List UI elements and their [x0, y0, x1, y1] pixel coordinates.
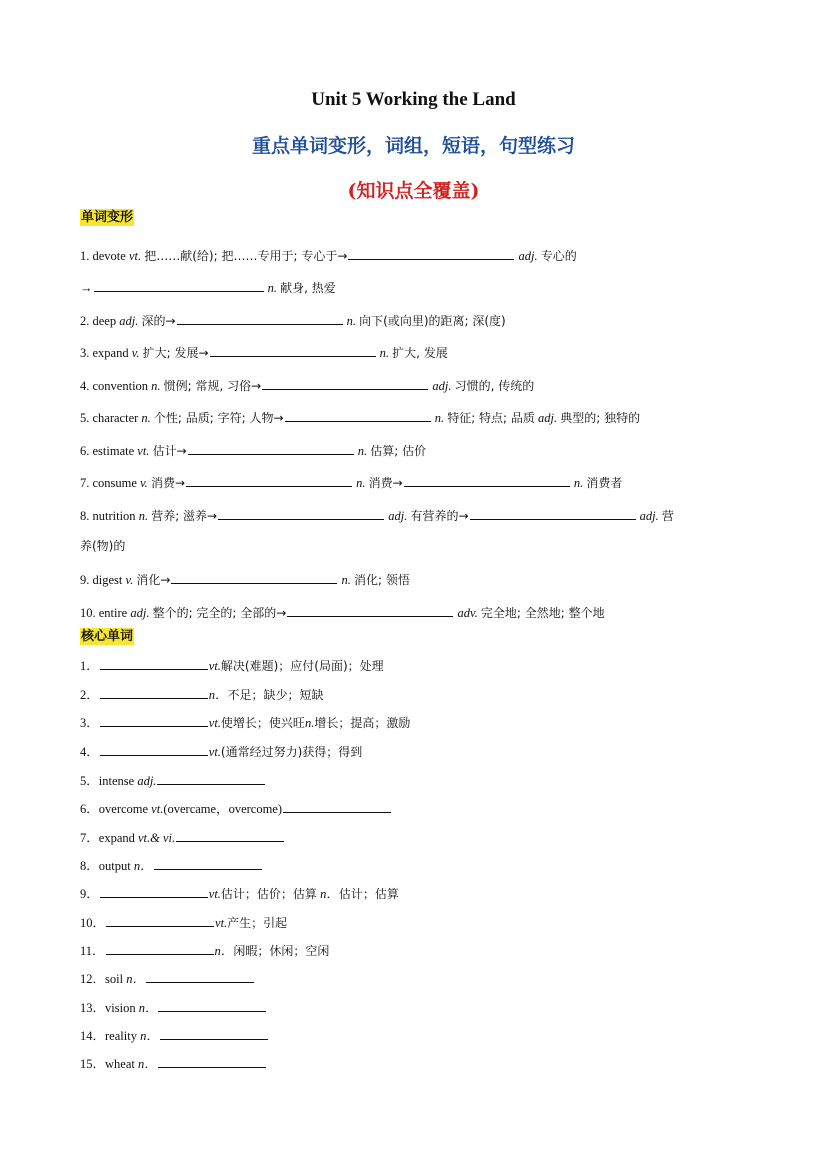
answer-blank[interactable] [210, 342, 376, 357]
list-item: 3. expand v. 扩大; 发展→ n. 扩大, 发展 [80, 342, 448, 362]
answer-blank[interactable] [470, 505, 636, 520]
list-item: 8. nutrition n. 营养; 滋养→ adj. 有营养的→ adj. 营 [80, 505, 674, 525]
answer-blank[interactable] [348, 245, 514, 260]
answer-blank[interactable] [171, 569, 337, 584]
list-item: 2. deep adj. 深的→ n. 向下(或向里)的距离; 深(度) [80, 310, 506, 330]
answer-blank[interactable] [186, 472, 352, 487]
answer-blank[interactable] [283, 798, 391, 813]
list-item: 7. consume v. 消费→ n. 消费→ n. 消费者 [80, 472, 622, 492]
answer-blank[interactable] [158, 1053, 266, 1068]
answer-blank[interactable] [160, 1025, 268, 1040]
answer-blank[interactable] [262, 375, 428, 390]
list-item: → n. 献身, 热爱 [80, 277, 336, 297]
list-item-continuation: 养(物)的 [80, 539, 126, 553]
list-item: 5．intense adj. [80, 770, 266, 790]
answer-blank[interactable] [94, 277, 264, 292]
list-item: 14．reality n． [80, 1025, 269, 1045]
answer-blank[interactable] [287, 602, 453, 617]
list-item: 9． vt.估计；估价；估算 n．估计；估算 [80, 883, 399, 903]
answer-blank[interactable] [188, 440, 354, 455]
answer-blank[interactable] [176, 827, 284, 842]
list-item: 13．vision n． [80, 997, 267, 1017]
answer-blank[interactable] [154, 855, 262, 870]
list-item: 1． vt.解决(难题)；应付(局面)；处理 [80, 655, 384, 675]
page-subtitle: 重点单词变形，词组，短语，句型练习 [251, 135, 575, 157]
list-item: 3． vt.使增长；使兴旺n.增长；提高；激励 [80, 712, 410, 732]
list-item: 15．wheat n． [80, 1053, 267, 1073]
answer-blank[interactable] [100, 655, 208, 670]
answer-blank[interactable] [106, 912, 214, 927]
list-item: 11． n．闲暇；休闲；空闲 [80, 940, 329, 960]
list-item: 7．expand vt.& vi. [80, 827, 285, 847]
list-item: 1. devote vt. 把……献(给); 把……专用于; 专心于→ adj. 专心的 [80, 245, 577, 265]
answer-blank[interactable] [106, 940, 214, 955]
list-item: 4． vt.(通常经过努力)获得；得到 [80, 741, 362, 761]
page-title: Unit 5 Working the Land [311, 89, 516, 110]
answer-blank[interactable] [285, 407, 431, 422]
list-item: 10． vt.产生；引起 [80, 912, 287, 932]
list-item: 9. digest v. 消化→ n. 消化; 领悟 [80, 569, 410, 589]
list-item: 12．soil n． [80, 968, 255, 988]
list-item: 6. estimate vt. 估计→ n. 估算; 估价 [80, 440, 426, 460]
list-item: 6．overcome vt.(overcame，overcome) [80, 798, 392, 818]
answer-blank[interactable] [146, 968, 254, 983]
answer-blank[interactable] [218, 505, 384, 520]
section-heading-word-forms: 单词变形 [81, 210, 134, 225]
section-heading-core-words: 核心单词 [81, 629, 134, 644]
page-note: (知识点全覆盖) [347, 180, 480, 202]
answer-blank[interactable] [100, 712, 208, 727]
answer-blank[interactable] [177, 310, 343, 325]
list-item: 5. character n. 个性; 品质; 字符; 人物→ n. 特征; 特点; 品质 adj. 典型的; 独特的 [80, 407, 640, 427]
list-item: 2． n．不足；缺少；短缺 [80, 684, 324, 704]
answer-blank[interactable] [100, 684, 208, 699]
answer-blank[interactable] [404, 472, 570, 487]
answer-blank[interactable] [100, 883, 208, 898]
answer-blank[interactable] [157, 770, 265, 785]
answer-blank[interactable] [100, 741, 208, 756]
list-item: 10. entire adj. 整个的; 完全的; 全部的→ adv. 完全地; 全然地; 整个地 [80, 602, 605, 622]
list-item: 8．output n． [80, 855, 263, 875]
answer-blank[interactable] [158, 997, 266, 1012]
list-item: 4. convention n. 惯例; 常规, 习俗→ adj. 习惯的, 传统的 [80, 375, 534, 395]
